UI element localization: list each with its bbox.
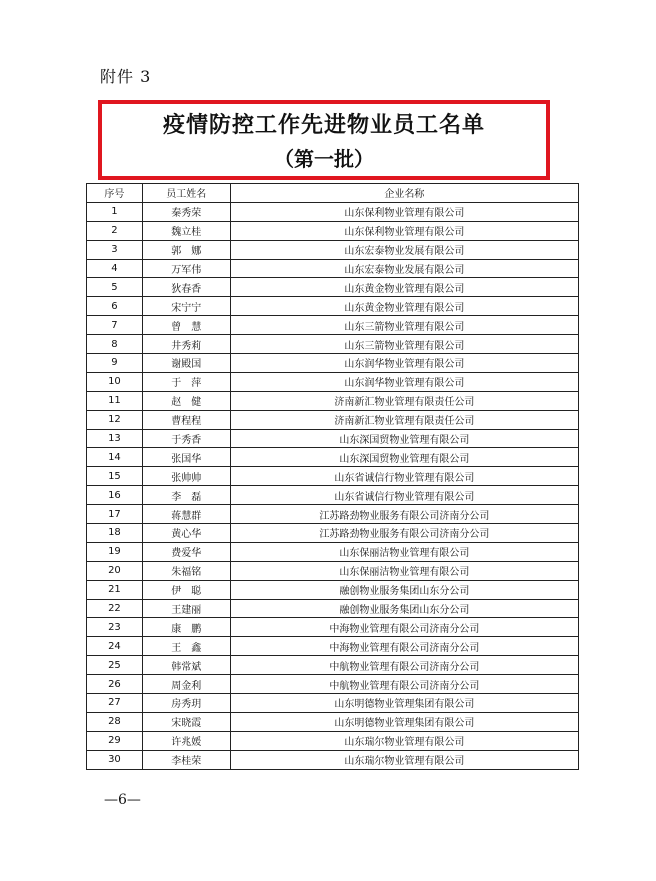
company-name: 江苏路劲物业服务有限公司济南分公司 xyxy=(230,524,578,543)
row-index: 7 xyxy=(87,316,143,335)
row-index: 14 xyxy=(87,448,143,467)
row-index: 5 xyxy=(87,278,143,297)
employee-name: 曹程程 xyxy=(142,410,230,429)
table-row xyxy=(87,372,579,391)
table-row xyxy=(87,731,579,750)
table-row xyxy=(87,467,579,486)
header-company: 企业名称 xyxy=(230,184,578,203)
row-index: 3 xyxy=(87,240,143,259)
row-index: 15 xyxy=(87,467,143,486)
employee-name: 于秀香 xyxy=(142,429,230,448)
row-index: 18 xyxy=(87,524,143,543)
row-index: 23 xyxy=(87,618,143,637)
table-body xyxy=(87,202,579,769)
page-number: —6— xyxy=(104,792,141,808)
employee-name: 朱福铭 xyxy=(142,561,230,580)
table-row xyxy=(87,656,579,675)
employee-name: 李 磊 xyxy=(142,486,230,505)
employee-name: 蒋慧群 xyxy=(142,505,230,524)
company-name: 山东黄金物业管理有限公司 xyxy=(230,278,578,297)
company-name: 山东黄金物业管理有限公司 xyxy=(230,297,578,316)
row-index: 12 xyxy=(87,410,143,429)
table-row xyxy=(87,391,579,410)
row-index: 16 xyxy=(87,486,143,505)
table-row xyxy=(87,316,579,335)
row-index: 1 xyxy=(87,202,143,221)
attachment-label: 附件 3 xyxy=(100,67,152,86)
table-row xyxy=(87,712,579,731)
company-name: 中海物业管理有限公司济南分公司 xyxy=(230,637,578,656)
table-row xyxy=(87,297,579,316)
employee-name: 费爱华 xyxy=(142,542,230,561)
table-row xyxy=(87,486,579,505)
table-header-row xyxy=(87,184,579,203)
employee-name: 王 鑫 xyxy=(142,637,230,656)
table-row xyxy=(87,259,579,278)
table-row xyxy=(87,240,579,259)
company-name: 山东宏泰物业发展有限公司 xyxy=(230,259,578,278)
row-index: 30 xyxy=(87,750,143,769)
company-name: 山东保利物业管理有限公司 xyxy=(230,202,578,221)
table-row xyxy=(87,202,579,221)
employee-name: 赵 健 xyxy=(142,391,230,410)
company-name: 山东瑞尔物业管理有限公司 xyxy=(230,731,578,750)
row-index: 24 xyxy=(87,637,143,656)
company-name: 济南新汇物业管理有限责任公司 xyxy=(230,410,578,429)
employee-name: 狄春香 xyxy=(142,278,230,297)
company-name: 山东明德物业管理集团有限公司 xyxy=(230,712,578,731)
employee-name: 郭 娜 xyxy=(142,240,230,259)
employee-name: 伊 聪 xyxy=(142,580,230,599)
company-name: 山东瑞尔物业管理有限公司 xyxy=(230,750,578,769)
row-index: 9 xyxy=(87,354,143,373)
company-name: 山东省诚信行物业管理有限公司 xyxy=(230,486,578,505)
row-index: 4 xyxy=(87,259,143,278)
table-row xyxy=(87,448,579,467)
row-index: 28 xyxy=(87,712,143,731)
employee-name: 王建丽 xyxy=(142,599,230,618)
table-row xyxy=(87,675,579,694)
row-index: 25 xyxy=(87,656,143,675)
company-name: 山东明德物业管理集团有限公司 xyxy=(230,694,578,713)
row-index: 27 xyxy=(87,694,143,713)
company-name: 中海物业管理有限公司济南分公司 xyxy=(230,618,578,637)
table-row xyxy=(87,354,579,373)
employee-name: 宋宁宁 xyxy=(142,297,230,316)
row-index: 17 xyxy=(87,505,143,524)
document-subtitle: （第一批） xyxy=(274,147,374,171)
company-name: 山东润华物业管理有限公司 xyxy=(230,372,578,391)
table-row xyxy=(87,599,579,618)
table-row xyxy=(87,505,579,524)
row-index: 10 xyxy=(87,372,143,391)
header-index: 序号 xyxy=(87,184,143,203)
document-title: 疫情防控工作先进物业员工名单 xyxy=(162,113,485,138)
table-row xyxy=(87,524,579,543)
table-row xyxy=(87,637,579,656)
company-name: 山东深国贸物业管理有限公司 xyxy=(230,448,578,467)
row-index: 21 xyxy=(87,580,143,599)
employee-name: 于 萍 xyxy=(142,372,230,391)
row-index: 6 xyxy=(87,297,143,316)
company-name: 山东三箭物业管理有限公司 xyxy=(230,335,578,354)
employee-name: 宋晓霞 xyxy=(142,712,230,731)
row-index: 20 xyxy=(87,561,143,580)
employee-name: 秦秀荣 xyxy=(142,202,230,221)
company-name: 山东保利物业管理有限公司 xyxy=(230,221,578,240)
employee-name: 曾 慧 xyxy=(142,316,230,335)
table-row xyxy=(87,221,579,240)
employee-name: 李桂荣 xyxy=(142,750,230,769)
employee-table xyxy=(86,183,579,770)
header-name: 员工姓名 xyxy=(142,184,230,203)
company-name: 山东保丽洁物业管理有限公司 xyxy=(230,561,578,580)
employee-name: 张帅帅 xyxy=(142,467,230,486)
table-row xyxy=(87,278,579,297)
company-name: 山东润华物业管理有限公司 xyxy=(230,354,578,373)
table-row xyxy=(87,410,579,429)
company-name: 融创物业服务集团山东分公司 xyxy=(230,580,578,599)
row-index: 26 xyxy=(87,675,143,694)
table-row xyxy=(87,335,579,354)
row-index: 13 xyxy=(87,429,143,448)
row-index: 11 xyxy=(87,391,143,410)
company-name: 中航物业管理有限公司济南分公司 xyxy=(230,656,578,675)
employee-name: 韩常斌 xyxy=(142,656,230,675)
table-row xyxy=(87,580,579,599)
table-row xyxy=(87,561,579,580)
company-name: 江苏路劲物业服务有限公司济南分公司 xyxy=(230,505,578,524)
employee-name: 许兆媛 xyxy=(142,731,230,750)
employee-name: 万军伟 xyxy=(142,259,230,278)
company-name: 山东省诚信行物业管理有限公司 xyxy=(230,467,578,486)
row-index: 22 xyxy=(87,599,143,618)
company-name: 山东三箭物业管理有限公司 xyxy=(230,316,578,335)
company-name: 山东宏泰物业发展有限公司 xyxy=(230,240,578,259)
row-index: 2 xyxy=(87,221,143,240)
table-row xyxy=(87,694,579,713)
row-index: 8 xyxy=(87,335,143,354)
row-index: 29 xyxy=(87,731,143,750)
company-name: 融创物业服务集团山东分公司 xyxy=(230,599,578,618)
employee-name: 周金利 xyxy=(142,675,230,694)
company-name: 山东深国贸物业管理有限公司 xyxy=(230,429,578,448)
employee-name: 房秀玥 xyxy=(142,694,230,713)
table-row xyxy=(87,618,579,637)
employee-name: 黄心华 xyxy=(142,524,230,543)
employee-name: 魏立桂 xyxy=(142,221,230,240)
company-name: 中航物业管理有限公司济南分公司 xyxy=(230,675,578,694)
employee-name: 井秀莉 xyxy=(142,335,230,354)
title-box xyxy=(98,100,550,180)
employee-name: 谢殿国 xyxy=(142,354,230,373)
employee-name: 张国华 xyxy=(142,448,230,467)
company-name: 山东保丽洁物业管理有限公司 xyxy=(230,542,578,561)
row-index: 19 xyxy=(87,542,143,561)
table-row xyxy=(87,542,579,561)
table-row xyxy=(87,750,579,769)
company-name: 济南新汇物业管理有限责任公司 xyxy=(230,391,578,410)
table-row xyxy=(87,429,579,448)
employee-name: 康 鹏 xyxy=(142,618,230,637)
